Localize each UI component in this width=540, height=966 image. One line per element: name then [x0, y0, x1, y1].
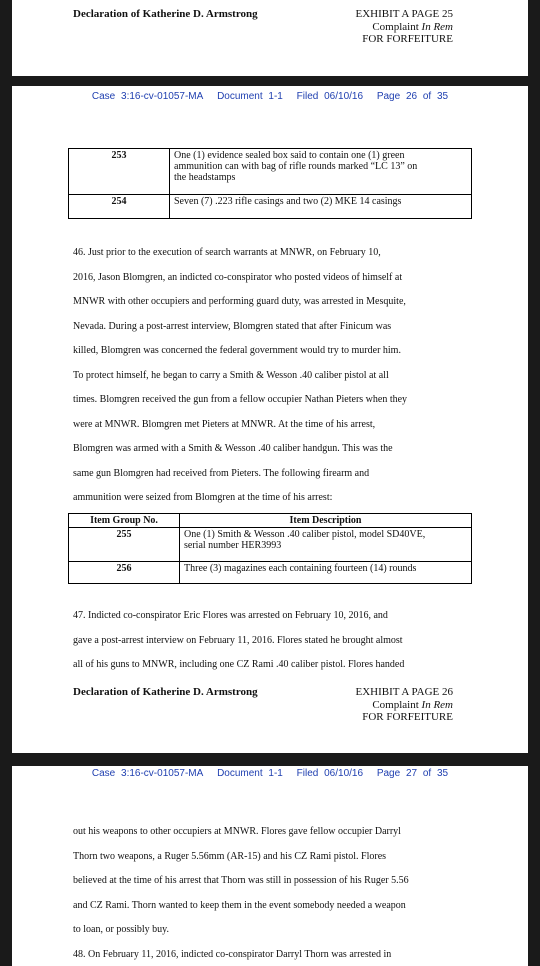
- item-number: 255: [69, 528, 180, 562]
- footer-exhibit: EXHIBIT A PAGE 25: [355, 8, 453, 20]
- case-header: [12, 768, 528, 779]
- table-row: [69, 149, 472, 195]
- footer-declaration: Declaration of Katherine D. Armstrong: [73, 8, 258, 20]
- footer-complaint: Complaint In Rem: [372, 20, 453, 33]
- page-26: [12, 86, 528, 753]
- footer-exhibit: EXHIBIT A PAGE 26: [355, 686, 453, 698]
- page-27: [12, 766, 528, 966]
- page-number: Page 26 of 35: [376, 91, 449, 102]
- table-header-row: [69, 514, 472, 528]
- column-header: Item Group No.: [69, 514, 180, 528]
- filed-date: Filed 06/10/16: [296, 768, 364, 779]
- footer-forfeiture: FOR FORFEITURE: [362, 711, 453, 723]
- footer-declaration: Declaration of Katherine D. Armstrong: [73, 686, 258, 698]
- footer-exhibit-block: [356, 686, 454, 724]
- item-description: Three (3) magazines each containing fourteen (14) rounds: [180, 562, 472, 584]
- evidence-table-1: [68, 148, 472, 219]
- table-row: [69, 195, 472, 219]
- table-row: [69, 528, 472, 562]
- document-number: Document 1-1: [217, 91, 283, 102]
- item-description: One (1) Smith & Wesson .40 caliber pistol, model SD40VE, serial number HER3993: [180, 528, 472, 562]
- evidence-table-2: [68, 513, 472, 584]
- page-25: [12, 0, 528, 76]
- footer-exhibit-block: [356, 8, 454, 46]
- filed-date: Filed 06/10/16: [296, 91, 364, 102]
- paragraph-46: 46. Just prior to the execution of search warrants at MNWR, on February 10, 2016, Jason Blomgren, an indicted co-conspirator who posted videos of himself at MNWR with other occupiers and performing guard duty, was arrested in Mesquite, Nevada. During a post-arrest interview, Blomgren stated that after Finicum was killed, Blomgren was concerned the federal government would try to murder him. To protect himself, he began to carry a Smith & Wesson .40 caliber pistol at all times. Blomgren received the gun from a fellow occupier Nathan Pieters when they were at MNWR. Blomgren met Pieters at MNWR. At the time of his arrest, Blomgren was armed with a Smith & Wesson .40 caliber handgun. This was the same gun Blomgren had received from Pieters. The following firearm and ammunition were seized from Blomgren at the time of his arrest:: [73, 247, 408, 503]
- page-footer: [73, 8, 453, 58]
- column-header: Item Description: [180, 514, 472, 528]
- case-header: [12, 91, 528, 102]
- item-number: 254: [69, 195, 170, 219]
- case-number: Case 3:16-cv-01057-MA: [91, 768, 204, 779]
- document-number: Document 1-1: [217, 768, 283, 779]
- page-footer: [73, 686, 453, 736]
- case-number: Case 3:16-cv-01057-MA: [91, 91, 204, 102]
- item-number: 256: [69, 562, 180, 584]
- footer-complaint: Complaint In Rem: [372, 698, 453, 711]
- item-description: One (1) evidence sealed box said to contain one (1) green ammunition can with bag of rifle rounds marked “LC 13” on the headstamps: [170, 149, 472, 195]
- table-row: [69, 562, 472, 584]
- page-number: Page 27 of 35: [376, 768, 449, 779]
- item-description: Seven (7) .223 rifle casings and two (2) MKE 14 casings: [170, 195, 472, 219]
- paragraph-47: 47. Indicted co-conspirator Eric Flores was arrested on February 10, 2016, and gave a post-arrest interview on February 11, 2016. Flores stated he brought almost all of his guns to MNWR, including one CZ Rami .40 caliber pistol. Flores handed: [73, 610, 405, 670]
- paragraph-47-continued: out his weapons to other occupiers at MNWR. Flores gave fellow occupier Darryl Thorn two weapons, a Ruger 5.56mm (AR-15) and his CZ Rami pistol. Flores believed at the time of his arrest that Thorn was still in possession of his Ruger 5.56 and CZ Rami. Thorn wanted to keep them in the event somebody needed a weapon to loan, or possibly buy. 48. On February 11, 2016, indicted co-conspirator Darryl Thorn was arrested in: [73, 826, 409, 960]
- footer-forfeiture: FOR FORFEITURE: [362, 33, 453, 45]
- item-number: 253: [69, 149, 170, 195]
